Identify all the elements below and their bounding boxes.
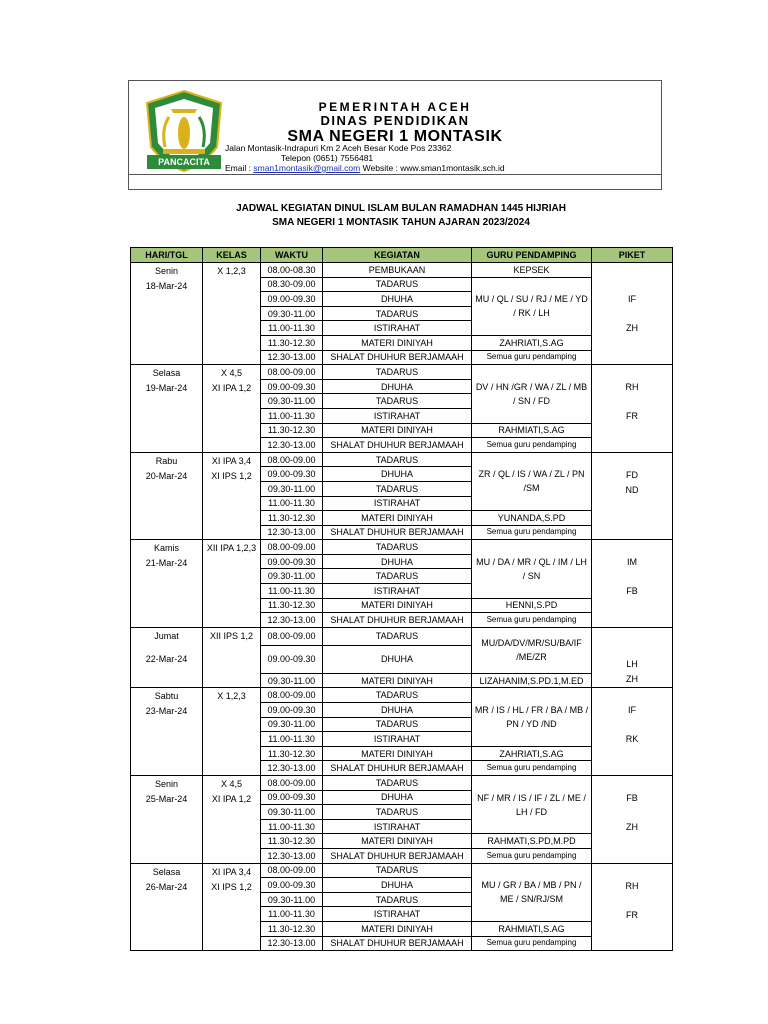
schedule-table [130,247,673,951]
waktu-cell: 11.30-12.30 [261,335,323,350]
piket-value: FD [626,469,638,480]
kegiatan-cell: DHUHA [323,554,472,569]
col-header-guru: GURU PENDAMPING [472,248,592,263]
kegiatan-cell: ISTIRAHAT [323,819,472,834]
kegiatan-cell: SHALAT DHUHUR BERJAMAAH [323,438,472,453]
kegiatan-cell: TADARUS [323,452,472,467]
waktu-cell: 09.30-11.00 [261,717,323,732]
kelas-value: X 1,2,3 [217,266,246,276]
waktu-cell: 11.00-11.30 [261,732,323,747]
kegiatan-cell: TADARUS [323,805,472,820]
table-row [131,365,673,380]
waktu-cell: 12.30-13.00 [261,350,323,365]
kegiatan-cell: MATERI DINIYAH [323,598,472,613]
waktu-cell: 08.00-08.30 [261,263,323,278]
waktu-cell: 11.00-11.30 [261,321,323,336]
guru-cell: YUNANDA,S.PD [472,511,592,526]
guru-group-cell: ZR / QL / IS / WA / ZL / PN /SM [472,452,592,510]
waktu-cell: 08.00-09.00 [261,452,323,467]
kegiatan-cell: TADARUS [323,627,472,645]
piket-cell [592,863,673,951]
piket-value: RK [625,734,639,745]
government-name: PEMERINTAH ACEH [318,100,472,114]
address-text: Jalan Montasik-Indrapuri Km 2 Aceh Besar Kode Pos 23362 [225,143,452,153]
waktu-cell: 09.00-09.30 [261,878,323,893]
waktu-cell: 09.00-09.30 [261,379,323,394]
kegiatan-cell: SHALAT DHUHUR BERJAMAAH [323,936,472,951]
piket-value [594,541,670,555]
kegiatan-cell: DHUHA [323,703,472,718]
table-row [131,263,673,278]
guru-cell: KEPSEK [472,263,592,278]
day-name: Selasa [152,368,181,379]
guru-group-cell: DV / HN /GR / WA / ZL / MB / SN / FD [472,365,592,423]
guru-cell: LIZAHANIM,S.PD.1,M.ED [472,673,592,688]
piket-value [594,643,670,657]
kegiatan-cell: DHUHA [323,878,472,893]
piket-value: IM [627,557,637,568]
waktu-cell: 12.30-13.00 [261,936,323,951]
kegiatan-cell: SHALAT DHUHUR BERJAMAAH [323,761,472,776]
kelas-value: XI IPA 1,2 [211,383,252,394]
day-date: 23-Mar-24 [145,706,188,717]
kegiatan-cell: ISTIRAHAT [323,496,472,511]
kegiatan-cell: MATERI DINIYAH [323,673,472,688]
piket-value: FR [626,411,638,422]
kegiatan-cell: MATERI DINIYAH [323,921,472,936]
piket-value [594,570,670,584]
day-date: 18-Mar-24 [145,281,188,291]
kegiatan-cell: MATERI DINIYAH [323,511,472,526]
piket-cell [592,365,673,453]
waktu-cell: 11.30-12.30 [261,746,323,761]
day-name: Jumat [154,630,179,641]
piket-value: ND [625,484,639,495]
piket-value: LH [626,658,638,669]
table-row [131,627,673,645]
kegiatan-cell: TADARUS [323,776,472,791]
day-date: 21-Mar-24 [145,558,188,569]
waktu-cell: 11.30-12.30 [261,598,323,613]
table-row [131,688,673,703]
department-name: DINAS PENDIDIKAN [320,113,470,128]
day-name: Sabtu [154,691,179,702]
waktu-cell: 08.00-09.00 [261,627,323,645]
guru-group-cell: MU/DA/DV/MR/SU/BA/IF /ME/ZR [472,627,592,673]
kegiatan-cell: ISTIRAHAT [323,408,472,423]
piket-value [594,278,670,292]
kelas-value: XII IPA 1,2,3 [206,543,257,554]
kelas-value: XII IPS 1,2 [209,630,254,641]
guru-group-cell: MU / DA / MR / QL / IM / LH / SN [472,540,592,598]
letterhead-text [225,101,565,146]
piket-value: FB [626,793,638,803]
piket-value [594,454,670,468]
day-name: Rabu [155,455,178,466]
piket-value: ZH [626,822,638,832]
kelas-value: XI IPS 1,2 [211,470,252,481]
piket-value [594,366,670,380]
piket-value: FB [626,586,638,597]
kegiatan-cell: DHUHA [323,292,472,307]
piket-cell [592,263,673,365]
piket-value: RH [625,382,639,393]
kegiatan-cell: MATERI DINIYAH [323,335,472,350]
kegiatan-cell: SHALAT DHUHUR BERJAMAAH [323,525,472,540]
col-header-hari: HARI/TGL [131,248,203,263]
piket-value [594,865,670,879]
waktu-cell: 11.00-11.30 [261,496,323,511]
document-title [130,202,672,230]
kelas-value: XI IPA 3,4 [211,455,252,466]
waktu-cell: 12.30-13.00 [261,848,323,863]
piket-cell [592,627,673,688]
waktu-cell: 09.30-11.00 [261,481,323,496]
waktu-cell: 11.30-12.30 [261,423,323,438]
waktu-cell: 12.30-13.00 [261,613,323,628]
email-link[interactable]: sman1montasik@gmail.com [253,163,361,173]
piket-value: FR [626,909,638,920]
day-date-cell [131,627,203,688]
guru-cell: Semua guru pendamping [472,761,592,776]
piket-cell [592,540,673,628]
kelas-value: XI IPS 1,2 [211,881,252,892]
guru-group-cell: MU / GR / BA / MB / PN / ME / SN/RJ/SM [472,863,592,921]
waktu-cell: 09.30-11.00 [261,673,323,688]
waktu-cell: 11.00-11.30 [261,584,323,599]
kegiatan-cell: TADARUS [323,481,472,496]
guru-cell: Semua guru pendamping [472,525,592,540]
kegiatan-cell: TADARUS [323,365,472,380]
piket-value [594,894,670,908]
waktu-cell: 08.00-09.00 [261,540,323,555]
waktu-cell: 11.00-11.30 [261,819,323,834]
day-date-cell [131,776,203,864]
guru-group-cell: NF / MR / IS / IF / ZL / ME / LH / FD [472,776,592,834]
piket-value: IF [628,294,636,304]
kegiatan-cell: TADARUS [323,277,472,292]
waktu-cell: 08.00-09.00 [261,365,323,380]
kegiatan-cell: TADARUS [323,306,472,321]
kegiatan-cell: MATERI DINIYAH [323,746,472,761]
waktu-cell: 08.30-09.00 [261,277,323,292]
table-row [131,452,673,467]
kelas-cell [203,627,261,688]
day-date-cell [131,540,203,628]
waktu-cell: 12.30-13.00 [261,525,323,540]
piket-value: IF [628,705,636,716]
day-date-cell [131,452,203,540]
guru-cell: Semua guru pendamping [472,848,592,863]
waktu-cell: 08.00-09.00 [261,688,323,703]
day-date-cell [131,688,203,776]
kelas-cell [203,863,261,951]
piket-value [594,629,670,643]
waktu-cell: 09.30-11.00 [261,394,323,409]
kegiatan-cell: SHALAT DHUHUR BERJAMAAH [323,613,472,628]
kelas-value: X 1,2,3 [217,691,246,702]
piket-value [594,307,670,321]
email-label: Email : [225,163,251,173]
waktu-cell: 09.00-09.30 [261,703,323,718]
email-website-line [225,163,605,173]
waktu-cell: 09.30-11.00 [261,306,323,321]
guru-cell: RAHMIATI,S.AG [472,921,592,936]
kelas-value: X 4,5 [220,779,242,789]
col-header-waktu: WAKTU [261,248,323,263]
piket-value [594,777,670,791]
kegiatan-cell: TADARUS [323,717,472,732]
day-name: Senin [154,266,179,276]
table-row [131,776,673,791]
piket-cell [592,776,673,864]
piket-value [594,395,670,409]
schedule-body [131,263,673,951]
day-name: Kamis [153,543,179,554]
col-header-kegiatan: KEGIATAN [323,248,472,263]
day-date: 25-Mar-24 [145,794,188,804]
table-row [131,863,673,878]
kegiatan-cell: DHUHA [323,645,472,673]
guru-cell: ZAHRIATI,S.AG [472,746,592,761]
piket-value: ZH [626,673,638,684]
guru-cell: RAHMIATI,S.AG [472,423,592,438]
title-line-2: SMA NEGERI 1 MONTASIK TAHUN AJARAN 2023/2024 [272,217,530,228]
letterhead-divider [128,174,662,175]
kelas-cell [203,365,261,453]
kegiatan-cell: TADARUS [323,688,472,703]
kelas-value: XI IPA 1,2 [211,794,252,804]
piket-cell [592,452,673,540]
waktu-cell: 09.00-09.30 [261,467,323,482]
waktu-cell: 09.00-09.30 [261,645,323,673]
col-header-kelas: KELAS [203,248,261,263]
kegiatan-cell: PEMBUKAAN [323,263,472,278]
guru-cell: ZAHRIATI,S.AG [472,335,592,350]
day-date-cell [131,863,203,951]
waktu-cell: 09.30-11.00 [261,569,323,584]
piket-value: ZH [626,323,638,333]
phone-text: Telepon (0651) 7556481 [281,153,374,163]
waktu-cell: 11.00-11.30 [261,907,323,922]
waktu-cell: 09.30-11.00 [261,892,323,907]
kegiatan-cell: ISTIRAHAT [323,732,472,747]
contact-block [225,143,605,173]
kegiatan-cell: TADARUS [323,394,472,409]
kegiatan-cell: MATERI DINIYAH [323,834,472,849]
kegiatan-cell: ISTIRAHAT [323,321,472,336]
kelas-value: XI IPA 3,4 [211,866,252,877]
piket-value: RH [625,880,639,891]
guru-cell: Semua guru pendamping [472,613,592,628]
piket-value [594,718,670,732]
aceh-emblem-logo [143,89,225,173]
kegiatan-cell: DHUHA [323,467,472,482]
day-date: 20-Mar-24 [145,470,188,481]
waktu-cell: 12.30-13.00 [261,761,323,776]
kegiatan-cell: DHUHA [323,790,472,805]
kelas-value: X 4,5 [220,368,242,379]
guru-group-cell: MU / QL / SU / RJ / ME / YD / RK / LH [472,277,592,335]
piket-cell [592,688,673,776]
kegiatan-cell: ISTIRAHAT [323,584,472,599]
kegiatan-cell: TADARUS [323,892,472,907]
waktu-cell: 08.00-09.00 [261,863,323,878]
logo-caption: PANCACITA [158,157,210,167]
kegiatan-cell: ISTIRAHAT [323,907,472,922]
kegiatan-cell: TADARUS [323,540,472,555]
day-date-cell [131,263,203,365]
piket-value [594,806,670,820]
day-date-cell [131,365,203,453]
website-text: Website : www.sman1montasik.sch.id [362,163,505,173]
guru-cell: Semua guru pendamping [472,936,592,951]
day-name: Selasa [152,866,181,877]
waktu-cell: 12.30-13.00 [261,438,323,453]
kelas-cell [203,452,261,540]
day-date: 22-Mar-24 [145,653,188,664]
kelas-cell [203,540,261,628]
table-row [131,540,673,555]
kelas-cell [203,263,261,365]
waktu-cell: 09.00-09.30 [261,554,323,569]
guru-cell: Semua guru pendamping [472,438,592,453]
waktu-cell: 08.00-09.00 [261,776,323,791]
day-name: Senin [154,779,179,789]
kegiatan-cell: SHALAT DHUHUR BERJAMAAH [323,848,472,863]
guru-cell: HENNI,S.PD [472,598,592,613]
day-date: 19-Mar-24 [145,383,188,394]
waktu-cell: 09.00-09.30 [261,790,323,805]
title-line-1: JADWAL KEGIATAN DINUL ISLAM BULAN RAMADHAN 1445 HIJRIAH [236,203,566,214]
kegiatan-cell: TADARUS [323,863,472,878]
waktu-cell: 11.30-12.30 [261,921,323,936]
guru-group-cell: MR / IS / HL / FR / BA / MB / PN / YD /ND [472,688,592,746]
school-name: SMA NEGERI 1 MONTASIK [287,128,503,145]
kelas-cell [203,688,261,776]
kegiatan-cell: MATERI DINIYAH [323,423,472,438]
guru-cell: RAHMATI,S.PD,M.PD [472,834,592,849]
guru-cell: Semua guru pendamping [472,350,592,365]
waktu-cell: 09.00-09.30 [261,292,323,307]
kegiatan-cell: SHALAT DHUHUR BERJAMAAH [323,350,472,365]
day-date: 26-Mar-24 [145,881,188,892]
piket-value [594,264,670,278]
waktu-cell: 11.30-12.30 [261,511,323,526]
kelas-cell [203,776,261,864]
kegiatan-cell: TADARUS [323,569,472,584]
waktu-cell: 09.30-11.00 [261,805,323,820]
waktu-cell: 11.00-11.30 [261,408,323,423]
piket-value [594,689,670,703]
table-header-row [131,248,673,263]
col-header-piket: PIKET [592,248,673,263]
waktu-cell: 11.30-12.30 [261,834,323,849]
kegiatan-cell: DHUHA [323,379,472,394]
